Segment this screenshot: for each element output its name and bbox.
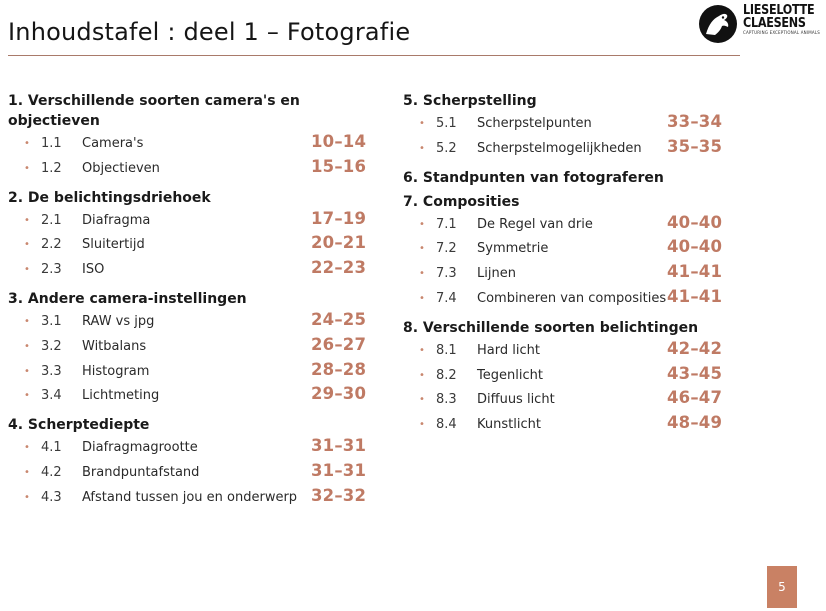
toc-entry[interactable] bbox=[8, 359, 378, 387]
toc-column-left bbox=[8, 91, 378, 517]
bullet-icon: • bbox=[24, 491, 30, 503]
entry-number: 7.2 bbox=[436, 241, 457, 257]
toc-entry[interactable] bbox=[8, 235, 378, 260]
toc-entry[interactable] bbox=[403, 286, 733, 314]
entry-page-range: 41–41 bbox=[667, 262, 723, 282]
bullet-icon: • bbox=[419, 344, 425, 356]
bullet-icon: • bbox=[419, 369, 425, 381]
section-item-list bbox=[8, 438, 378, 512]
toc-entry[interactable] bbox=[8, 260, 378, 285]
entry-page-range: 31–31 bbox=[311, 460, 367, 480]
bullet-icon: • bbox=[24, 442, 30, 454]
bullet-icon: • bbox=[24, 315, 30, 327]
entry-label: Diffuus licht bbox=[477, 392, 555, 408]
entry-page-range: 15–16 bbox=[311, 156, 367, 176]
title-divider bbox=[8, 55, 740, 56]
dog-silhouette-logo-icon bbox=[697, 4, 739, 44]
entry-label: Histogram bbox=[82, 363, 150, 379]
toc-section bbox=[8, 188, 378, 285]
toc-entry[interactable] bbox=[8, 438, 378, 463]
section-title[interactable]: 7. Composities bbox=[403, 193, 520, 210]
toc-entry[interactable] bbox=[8, 309, 378, 337]
bullet-icon: • bbox=[24, 162, 30, 174]
section-title[interactable]: 5. Scherpstelling bbox=[403, 93, 537, 109]
entry-number: 4.3 bbox=[41, 489, 62, 505]
toc-entry[interactable] bbox=[8, 485, 378, 513]
entry-label: Camera's bbox=[82, 136, 144, 151]
page-title: Inhoudstafel : deel 1 – Fotografie bbox=[8, 18, 411, 46]
toc-entry[interactable] bbox=[8, 460, 378, 488]
entry-number: 2.1 bbox=[41, 212, 62, 228]
toc-section bbox=[403, 91, 733, 164]
section-title[interactable]: 4. Scherptediepte bbox=[8, 417, 150, 434]
entry-number: 1.1 bbox=[41, 136, 62, 151]
bullet-icon: • bbox=[419, 118, 425, 129]
entry-label: Afstand tussen jou en onderwerp bbox=[82, 489, 298, 505]
entry-page-range: 32–32 bbox=[311, 485, 367, 505]
entry-page-range: 20–21 bbox=[311, 233, 367, 253]
entry-label: Scherpstelpunten bbox=[477, 116, 592, 131]
section-item-list bbox=[403, 338, 733, 440]
entry-label: Kunstlicht bbox=[477, 417, 541, 433]
entry-page-range: 17–19 bbox=[311, 208, 367, 228]
toc-entry[interactable] bbox=[403, 363, 733, 391]
entry-number: 4.1 bbox=[41, 440, 62, 456]
logo-name-line2: CLAESENS bbox=[743, 16, 806, 31]
section-title[interactable]: 2. De belichtingsdriehoek bbox=[8, 189, 211, 206]
toc-section bbox=[8, 91, 378, 184]
entry-page-range: 41–41 bbox=[667, 286, 723, 306]
entry-page-range: 40–40 bbox=[667, 212, 723, 232]
brand-logo bbox=[697, 4, 826, 44]
entry-number: 5.1 bbox=[436, 116, 457, 131]
entry-page-range: 40–40 bbox=[667, 237, 723, 257]
entry-number: 8.4 bbox=[436, 417, 457, 433]
entry-number: 8.3 bbox=[436, 392, 457, 408]
section-item-list bbox=[403, 212, 733, 314]
toc-section bbox=[403, 168, 733, 188]
entry-label: RAW vs jpg bbox=[82, 313, 155, 329]
logo-name-line1: LIESELOTTE bbox=[743, 3, 815, 18]
entry-page-range: 22–23 bbox=[311, 258, 367, 278]
section-title[interactable]: 3. Andere camera-instellingen bbox=[8, 290, 247, 307]
entry-page-range: 26–27 bbox=[311, 334, 367, 354]
entry-page-range: 43–45 bbox=[667, 363, 723, 383]
entry-number: 7.4 bbox=[436, 290, 457, 306]
bullet-icon: • bbox=[419, 142, 425, 154]
entry-number: 8.2 bbox=[436, 367, 457, 383]
entry-label: De Regel van drie bbox=[477, 216, 593, 232]
section-title[interactable]: 8. Verschillende soorten belichtingen bbox=[403, 319, 699, 336]
page-number-badge: 5 bbox=[767, 566, 797, 608]
bullet-icon: • bbox=[419, 268, 425, 280]
toc-entry[interactable] bbox=[403, 212, 733, 240]
entry-label: Brandpuntafstand bbox=[82, 464, 200, 480]
toc-entry[interactable] bbox=[403, 136, 733, 164]
entry-number: 7.3 bbox=[436, 266, 457, 282]
entry-page-range: 29–30 bbox=[311, 384, 367, 404]
bullet-icon: • bbox=[24, 264, 30, 276]
bullet-icon: • bbox=[419, 292, 425, 304]
bullet-icon: • bbox=[24, 390, 30, 402]
entry-number: 4.2 bbox=[41, 464, 62, 480]
entry-page-range: 42–42 bbox=[667, 338, 723, 358]
bullet-icon: • bbox=[24, 466, 30, 478]
entry-page-range: 35–35 bbox=[667, 136, 723, 156]
bullet-icon: • bbox=[419, 218, 425, 230]
section-item-list bbox=[8, 134, 378, 184]
entry-page-range: 10–14 bbox=[311, 132, 367, 151]
entry-label: Sluitertijd bbox=[82, 237, 145, 253]
bullet-icon: • bbox=[419, 394, 425, 406]
entry-number: 2.2 bbox=[41, 237, 62, 253]
entry-number: 3.4 bbox=[41, 388, 62, 404]
section-item-list bbox=[8, 309, 378, 411]
entry-label: Lichtmeting bbox=[82, 388, 160, 404]
entry-label: Diafragmagrootte bbox=[82, 440, 198, 456]
entry-page-range: 33–34 bbox=[667, 112, 723, 131]
toc-entry[interactable] bbox=[403, 338, 733, 366]
toc-entry[interactable] bbox=[8, 208, 378, 236]
section-item-list bbox=[403, 114, 733, 164]
toc-section bbox=[8, 415, 378, 512]
toc-entry[interactable] bbox=[8, 134, 378, 159]
bullet-icon: • bbox=[24, 239, 30, 251]
toc-entry[interactable] bbox=[8, 386, 378, 411]
bullet-icon: • bbox=[24, 365, 30, 377]
section-item-list bbox=[8, 208, 378, 285]
entry-page-range: 31–31 bbox=[311, 436, 367, 456]
toc-entry[interactable] bbox=[403, 390, 733, 415]
toc-entry[interactable] bbox=[403, 264, 733, 289]
section-title[interactable]: 6. Standpunten van fotograferen bbox=[403, 169, 664, 186]
entry-label: Objectieven bbox=[82, 160, 160, 176]
entry-label: Witbalans bbox=[82, 338, 147, 354]
entry-number: 2.3 bbox=[41, 262, 62, 278]
entry-label: Combineren van composities bbox=[477, 290, 667, 306]
toc-section bbox=[8, 289, 378, 411]
entry-number: 1.2 bbox=[41, 160, 62, 176]
entry-label: ISO bbox=[82, 262, 105, 278]
toc-entry[interactable] bbox=[8, 156, 378, 184]
entry-page-range: 24–25 bbox=[311, 309, 367, 329]
bullet-icon: • bbox=[24, 340, 30, 352]
entry-number: 3.3 bbox=[41, 363, 62, 379]
toc-section bbox=[403, 318, 733, 440]
bullet-icon: • bbox=[419, 419, 425, 431]
logo-tagline: CAPTURING EXCEPTIONAL ANIMALS bbox=[743, 30, 821, 35]
entry-number: 8.1 bbox=[436, 342, 457, 358]
toc-entry[interactable] bbox=[8, 334, 378, 362]
entry-label: Tegenlicht bbox=[477, 367, 543, 383]
entry-number: 3.2 bbox=[41, 338, 62, 354]
section-title[interactable]: 1. Verschillende soorten camera's en objectieven bbox=[8, 93, 300, 129]
bullet-icon: • bbox=[24, 138, 30, 149]
toc-entry[interactable] bbox=[403, 114, 733, 139]
bullet-icon: • bbox=[24, 214, 30, 226]
entry-number: 3.1 bbox=[41, 313, 62, 329]
entry-label: Diafragma bbox=[82, 212, 151, 228]
toc-section bbox=[403, 192, 733, 314]
entry-page-range: 28–28 bbox=[311, 359, 367, 379]
toc-entry[interactable] bbox=[403, 415, 733, 440]
entry-label: Lijnen bbox=[477, 266, 516, 282]
entry-label: Hard licht bbox=[477, 342, 540, 358]
entry-page-range: 48–49 bbox=[667, 413, 723, 433]
entry-label: Symmetrie bbox=[477, 241, 549, 257]
bullet-icon: • bbox=[419, 243, 425, 255]
entry-page-range: 46–47 bbox=[667, 388, 723, 408]
toc-entry[interactable] bbox=[403, 239, 733, 264]
entry-number: 5.2 bbox=[436, 140, 457, 156]
entry-number: 7.1 bbox=[436, 216, 457, 232]
toc-column-right bbox=[403, 91, 733, 444]
entry-label: Scherpstelmogelijkheden bbox=[477, 140, 642, 156]
